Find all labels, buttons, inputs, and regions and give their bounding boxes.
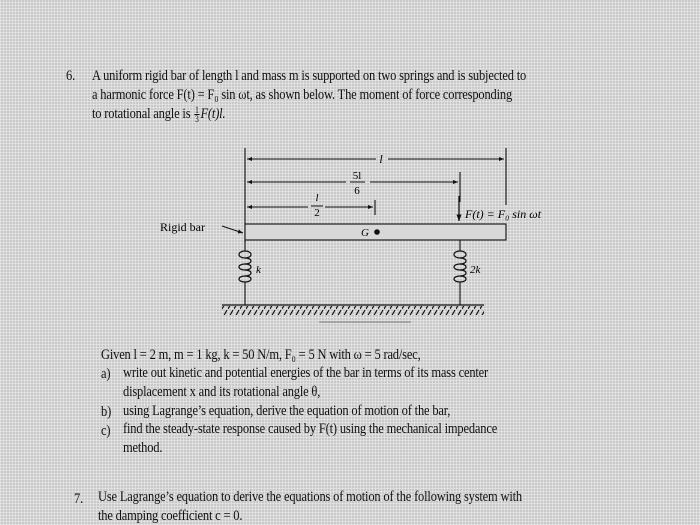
dimension-half-numerator: l (315, 192, 319, 204)
part-a-text: write out kinetic and potential energies of the bar in terms of its mass center (123, 365, 489, 381)
part-a-label: a) (101, 366, 111, 382)
problem-6-line-3-suffix: F(t)l. (200, 106, 226, 122)
fraction-denominator: 3 (195, 114, 199, 125)
problem-7-number: 7. (74, 491, 84, 507)
problem-7-line-2: the damping coefficient c = 0. (98, 508, 243, 524)
center-of-mass-label: G (361, 227, 369, 239)
problem-6-line-2: a harmonic force F(t) = F₀ sin ωt, as shown below. The moment of force corresponding (92, 87, 513, 103)
problem-6-number: 6. (66, 68, 76, 84)
dimension-half-denominator: 2 (314, 207, 320, 219)
fraction-numerator: 1 (195, 105, 199, 116)
dimension-5l-denominator: 6 (354, 185, 360, 197)
rigid-bar-label: Rigid bar (160, 220, 205, 234)
left-spring (239, 251, 251, 282)
right-spring (454, 251, 466, 282)
part-c-continued: method. (123, 440, 163, 456)
dimension-l-label: l (379, 152, 383, 166)
part-b-text: using Lagrange’s equation, derive the equation of motion of the bar, (123, 403, 451, 419)
problem-7-line-1: Use Lagrange’s equation to derive the equations of motion of the following system with (98, 489, 522, 505)
force-label: F(t) = F₀ sin ωt (465, 207, 542, 221)
part-c-label: c) (101, 423, 111, 439)
part-a-continued: displacement x and its rotational angle θ, (123, 384, 321, 400)
given-values: Given l = 2 m, m = 1 kg, k = 50 N/m, F₀ = 5 N with ω = 5 rad/sec, (101, 347, 421, 363)
problem-6-line-3-prefix: to rotational angle is (92, 106, 194, 122)
part-b-label: b) (101, 404, 112, 420)
center-of-mass-dot (374, 229, 380, 235)
ground-hatch (222, 306, 484, 315)
problem-6-line-1: A uniform rigid bar of length l and mass m is supported on two springs and is subjected to (92, 68, 527, 84)
left-spring-label: k (256, 264, 261, 276)
dimension-5l-numerator: 5l (352, 170, 362, 182)
part-c-text: find the steady-state response caused by F(t) using the mechanical impedance (123, 421, 498, 437)
right-spring-label: 2k (470, 264, 481, 276)
